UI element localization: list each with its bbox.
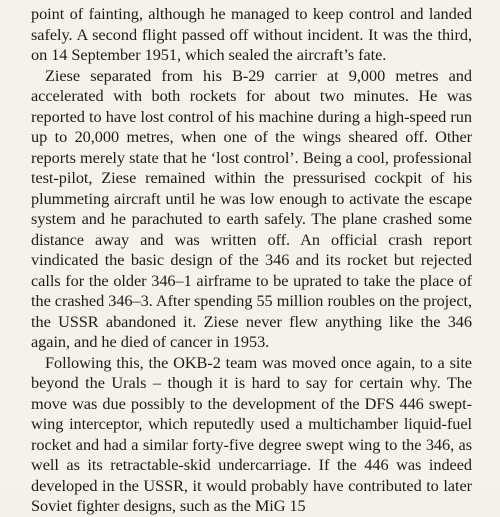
paragraph-crash-account: Ziese separated from his B-29 carrier at 9,000 metres and accelerated with both rockets for about two minutes. He was reported to have lost control of his machine during a high-speed run up to 20,000 metres, when one of the wings sheared off. Other reports merely state that he ‘lost control’. Being a cool, professional test-pilot, Ziese remained within the pressurised cockpit of his plummeting aircraft until he was low enough to activate the escape system and he parachuted to earth safely. The plane crashed some distance away and was written off. An official crash report vindicated the basic design of the 346 and its rocket but rejected calls for the older 346–1 airframe to be uprated to take the place of the crashed 346–3. After spending 55 million roubles on the project, the USSR abandoned it. Ziese never flew anything like the 346 again, and he died of cancer in 1953.	[31, 65, 472, 351]
paragraph-continuation: point of fainting, although he managed to keep control and landed safely. A second flight passed off without incident. It was the third, on 14 September 1951, which sealed the aircraft’s fate.	[31, 4, 472, 64]
paragraph-okb2-relocation: Following this, the OKB-2 team was moved once again, to a site beyond the Urals – though it is hard to say for certain why. The move was due possibly to the development of the DFS 446 swept-wing interceptor, which reputedly used a multichamber liquid-fuel rocket and had a similar forty-five degree swept wing to the 346, as well as its retractable-skid undercarriage. If the 446 was indeed developed in the USSR, it would probably have contributed to later Soviet fighter designs, such as the MiG 15	[31, 352, 472, 515]
